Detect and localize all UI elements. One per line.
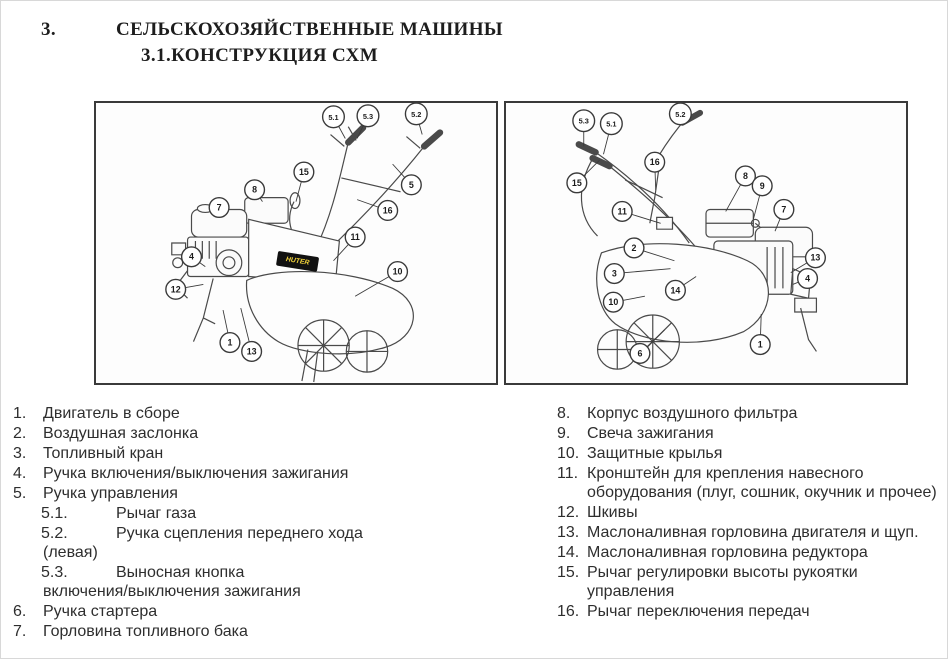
svg-text:8: 8 <box>252 184 258 195</box>
page-header <box>1 1 947 69</box>
callout-1 <box>750 335 770 355</box>
svg-text:15: 15 <box>571 177 582 188</box>
svg-text:14: 14 <box>670 285 681 296</box>
svg-text:16: 16 <box>649 157 660 168</box>
part-text: Ручка включения/выключения зажигания <box>43 465 349 482</box>
body-art <box>247 219 414 353</box>
part-text: Шкивы <box>587 504 638 521</box>
callout-14 <box>666 280 686 300</box>
parts-list-item <box>557 503 948 522</box>
callout-10 <box>603 292 623 312</box>
part-text: Воздушная заслонка <box>43 425 199 442</box>
svg-text:7: 7 <box>216 202 222 213</box>
diagram-panels <box>94 101 908 385</box>
parts-list-item <box>557 563 948 601</box>
svg-text:16: 16 <box>382 205 393 216</box>
callout-4 <box>798 269 818 289</box>
part-number: 12. <box>557 504 580 521</box>
callout-4 <box>182 247 202 267</box>
parts-list-item <box>13 404 501 423</box>
parts-list-item <box>13 563 501 601</box>
part-number: 5.3. <box>41 564 68 581</box>
svg-text:12: 12 <box>170 284 181 295</box>
svg-text:10: 10 <box>392 266 403 277</box>
diagram-panel-left <box>94 101 498 385</box>
svg-text:1: 1 <box>757 339 763 350</box>
part-number: 4. <box>13 465 27 482</box>
part-text: Корпус воздушного фильтра <box>587 405 798 422</box>
callout-5 <box>401 175 421 195</box>
page-subtitle: 3.1.КОНСТРУКЦИЯ СХМ <box>141 45 379 66</box>
part-text: Рычаг переключения передач <box>587 603 810 620</box>
parts-list-item <box>557 602 948 621</box>
callout-5-2 <box>670 103 692 125</box>
svg-text:10: 10 <box>608 297 619 308</box>
part-text: Свеча зажигания <box>587 425 714 442</box>
part-text: Топливный кран <box>43 445 164 462</box>
callout-7 <box>209 198 229 218</box>
part-number: 5.1. <box>41 505 68 522</box>
part-text: Ручка управления <box>43 485 178 502</box>
callout-16 <box>645 152 665 172</box>
svg-text:8: 8 <box>742 170 748 181</box>
callout-11 <box>345 227 365 247</box>
part-number: 5. <box>13 485 27 502</box>
callout-5-3 <box>357 105 379 127</box>
svg-text:2: 2 <box>631 242 637 253</box>
svg-text:5.1: 5.1 <box>328 112 339 122</box>
part-text: Ручка сцепления переднего хода <box>116 525 363 542</box>
parts-list-item <box>13 504 501 523</box>
part-text: Двигатель в сборе <box>43 405 180 422</box>
part-text: Маслоналивная горловина двигателя и щуп. <box>587 524 919 541</box>
svg-text:4: 4 <box>805 273 811 284</box>
callout-1 <box>220 333 240 353</box>
svg-text:11: 11 <box>350 232 360 243</box>
parts-list-item <box>13 524 501 562</box>
part-text: Рычаг регулировки высоты рукоятки управления <box>587 564 858 600</box>
part-number: 8. <box>557 405 571 422</box>
callout-3 <box>604 264 624 284</box>
svg-text:13: 13 <box>810 252 821 263</box>
part-text-continued: включения/выключения зажигания <box>43 583 301 600</box>
callout-11 <box>612 202 632 222</box>
svg-text:11: 11 <box>617 206 627 217</box>
parts-list-item <box>557 464 948 502</box>
part-text: Рычаг газа <box>116 505 197 522</box>
parts-list-item <box>13 444 501 463</box>
svg-text:3: 3 <box>611 268 617 279</box>
part-number: 2. <box>13 425 27 442</box>
part-number: 3. <box>13 445 27 462</box>
handlebar-art <box>579 113 700 251</box>
machine-illustration-right <box>579 113 817 369</box>
svg-text:1: 1 <box>227 337 233 348</box>
callout-13 <box>242 342 262 362</box>
parts-list-item <box>557 523 948 542</box>
cultivator-left-view-illustration <box>96 103 496 383</box>
parts-list-left-column <box>1 404 501 642</box>
part-number: 5.2. <box>41 525 68 542</box>
parts-list-item <box>557 543 948 562</box>
part-number: 6. <box>13 603 27 620</box>
brand-label-text: HUTER <box>285 256 310 267</box>
part-text: Защитные крылья <box>587 445 723 462</box>
part-text: Ручка стартера <box>43 603 158 620</box>
callout-8 <box>245 180 265 200</box>
svg-text:13: 13 <box>246 346 257 357</box>
part-number: 13. <box>557 524 580 541</box>
callout-10 <box>388 262 408 282</box>
part-number: 15. <box>557 564 580 581</box>
svg-text:5.2: 5.2 <box>675 109 686 119</box>
parts-list-item <box>13 602 501 621</box>
callout-7 <box>774 200 794 220</box>
part-text: Кронштейн для крепления навесного оборудования (плуг, сошник, окучник и прочее) <box>587 465 937 501</box>
svg-text:5.3: 5.3 <box>578 116 589 126</box>
callout-6 <box>630 344 650 364</box>
cultivator-right-view-illustration <box>506 103 906 383</box>
parts-list-item <box>13 622 501 641</box>
callout-5-1 <box>601 113 623 135</box>
part-number: 14. <box>557 544 580 561</box>
parts-list-item <box>13 484 501 503</box>
parts-list-item <box>13 464 501 483</box>
part-number: 11. <box>557 465 579 482</box>
parts-list-item <box>13 424 501 443</box>
svg-text:15: 15 <box>298 166 309 177</box>
svg-text:5.3: 5.3 <box>362 111 374 121</box>
parts-list-item <box>557 404 948 423</box>
svg-text:5.2: 5.2 <box>411 109 422 119</box>
part-text: Маслоналивная горловина редуктора <box>587 544 868 561</box>
svg-text:6: 6 <box>637 348 643 359</box>
svg-text:5.1: 5.1 <box>606 119 617 129</box>
diagram-panel-right <box>504 101 908 385</box>
callout-9 <box>752 176 772 196</box>
callout-5-3 <box>573 110 595 132</box>
part-number: 1. <box>13 405 27 422</box>
callout-16 <box>378 201 398 221</box>
callout-15 <box>567 173 587 193</box>
page-title: СЕЛЬСКОХОЗЯЙСТВЕННЫЕ МАШИНЫ <box>116 19 503 40</box>
part-text-continued: (левая) <box>43 544 98 561</box>
svg-text:5: 5 <box>408 179 414 190</box>
callout-2 <box>624 238 644 258</box>
part-text: Горловина топливного бака <box>43 623 248 640</box>
part-number: 16. <box>557 603 580 620</box>
svg-text:7: 7 <box>781 204 787 215</box>
callout-5-2 <box>405 103 427 125</box>
parts-list <box>1 404 948 642</box>
part-number: 9. <box>557 425 571 442</box>
section-number: 3. <box>41 19 57 40</box>
parts-list-item <box>557 444 948 463</box>
svg-text:9: 9 <box>759 180 765 191</box>
svg-text:4: 4 <box>189 251 194 262</box>
part-number: 10. <box>557 445 580 462</box>
part-text: Выносная кнопка <box>116 564 245 581</box>
callout-13 <box>806 248 826 268</box>
callout-12 <box>166 279 186 299</box>
part-number: 7. <box>13 623 27 640</box>
callout-5-1 <box>323 106 345 128</box>
parts-list-right-column <box>545 404 948 642</box>
parts-list-item <box>557 424 948 443</box>
callout-15 <box>294 162 314 182</box>
page-titles <box>116 17 503 69</box>
